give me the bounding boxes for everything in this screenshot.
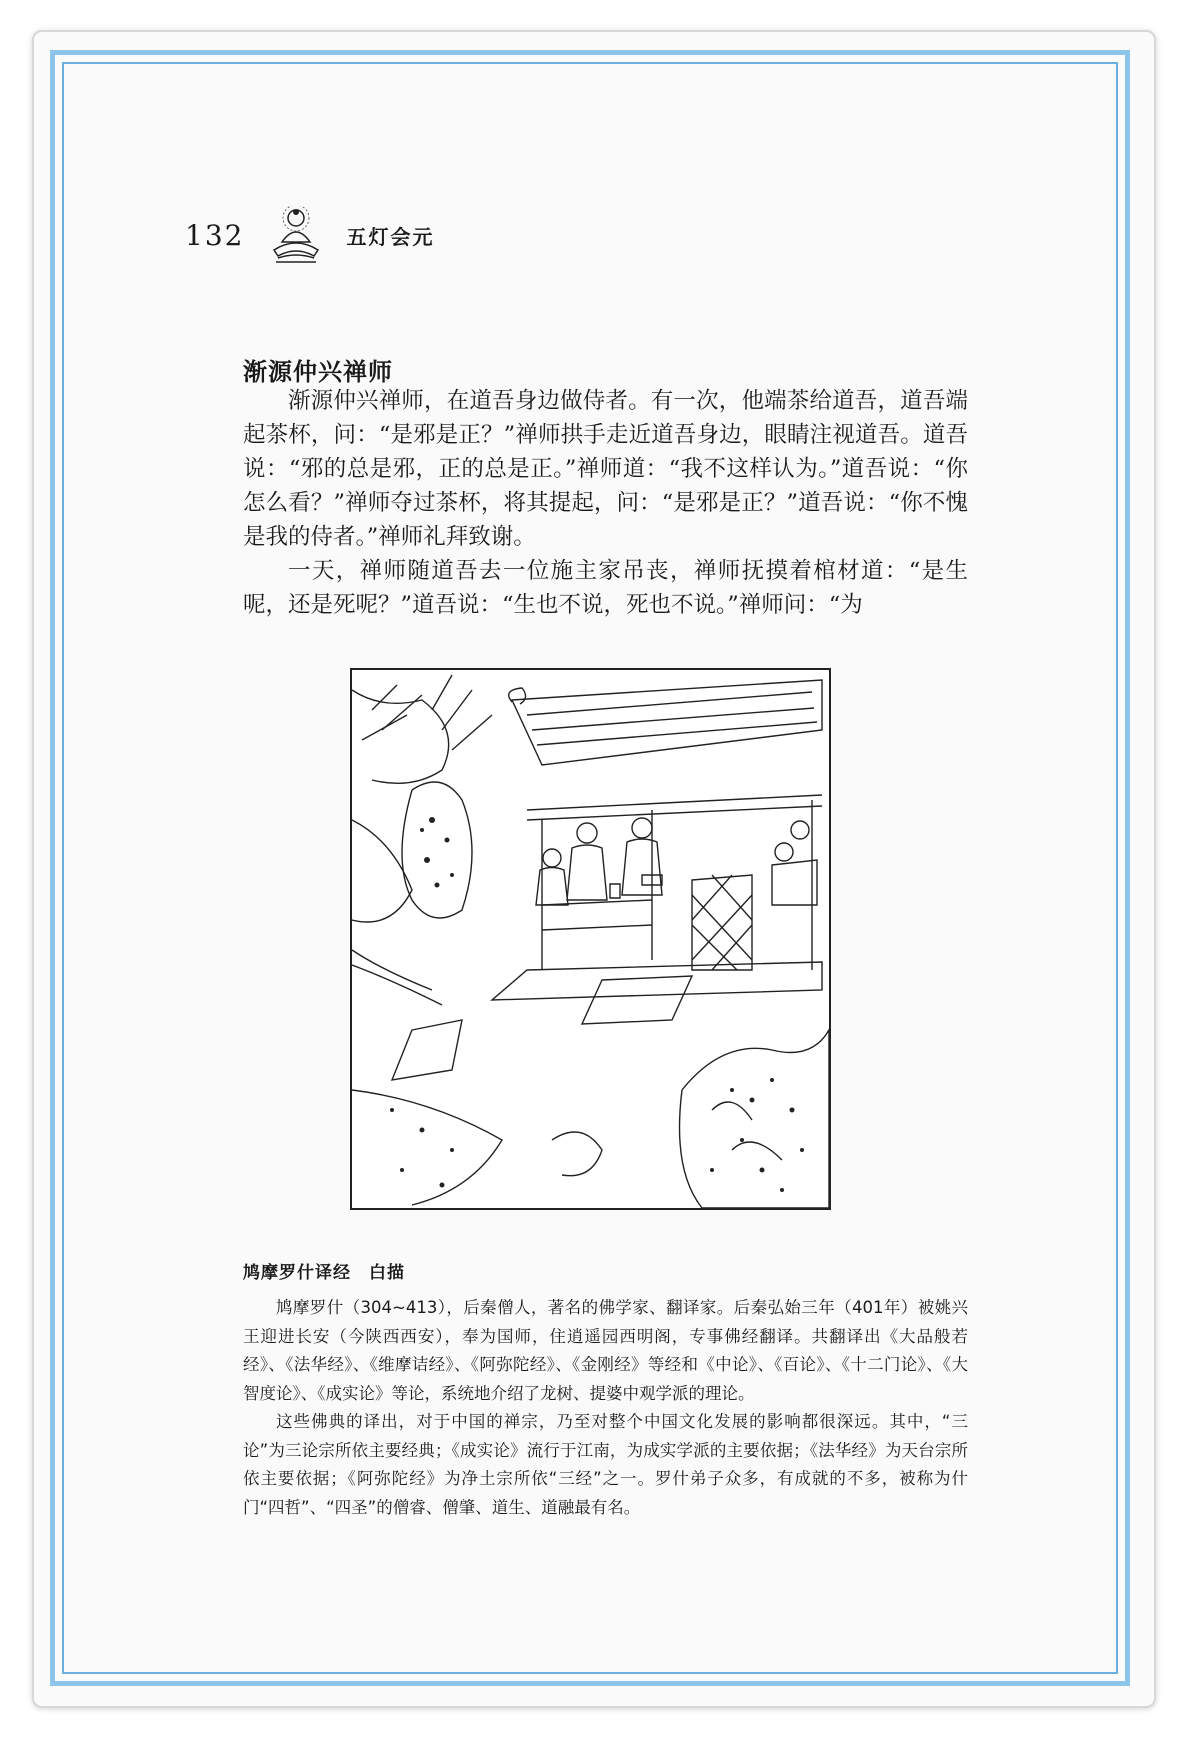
book-title: 五灯会元 [346,224,435,249]
caption-text [243,1294,968,1522]
page-number: 132 [185,218,245,252]
body-paragraph: 一天，禅师随道吾去一位施主家吊丧，禅师抚摸着棺材道：“是生呢，还是死呢？”道吾说：“生也不说，死也不说。”禅师问：“为 [243,558,968,618]
caption-title: 鸠摩罗什译经 白描 [243,1263,405,1283]
page-header [185,200,434,270]
caption-paragraph: 这些佛典的译出，对于中国的禅宗，乃至对整个中国文化发展的影响都很深远。其中，“三论”为三论宗所依主要经典；《成实论》流行于江南，为成实学派的主要依据；《法华经》为天台宗所依主要依据；《阿弥陀经》为净土宗所依“三经”之一。罗什弟子众多，有成就的不多，被称为什门“四哲”、“四圣”的僧睿、僧肇、道生、道融最有名。 [243,1412,968,1517]
section-title: 渐源仲兴禅师 [243,358,393,386]
body-paragraph: 渐源仲兴禅师，在道吾身边做侍者。有一次，他端茶给道吾，道吾端起茶杯，问：“是邪是正？”禅师拱手走近道吾身边，眼睛注视道吾。道吾说：“邪的总是邪，正的总是正。”禅师道：“我不这样认为。”道吾说：“你怎么看？”禅师夺过茶杯，将其提起，问：“是邪是正？”道吾说：“你不愧是我的侍者。”禅师礼拜致谢。 [243,388,968,550]
body-text [243,384,968,622]
buddha-icon [268,206,324,264]
illustration [350,668,831,1210]
illustration-drawing [352,670,829,1208]
caption-paragraph: 鸠摩罗什（304~413），后秦僧人，著名的佛学家、翻译家。后秦弘始三年（401年）被姚兴王迎进长安（今陕西西安），奉为国师，住逍遥园西明阁，专事佛经翻译。共翻译出《大品般若经》、《法华经》、《维摩诘经》、《阿弥陀经》、《金刚经》等经和《中论》、《百论》、《十二门论》、《大智度论》、《成实论》等论，系统地介绍了龙树、提婆中观学派的理论。 [243,1298,968,1403]
